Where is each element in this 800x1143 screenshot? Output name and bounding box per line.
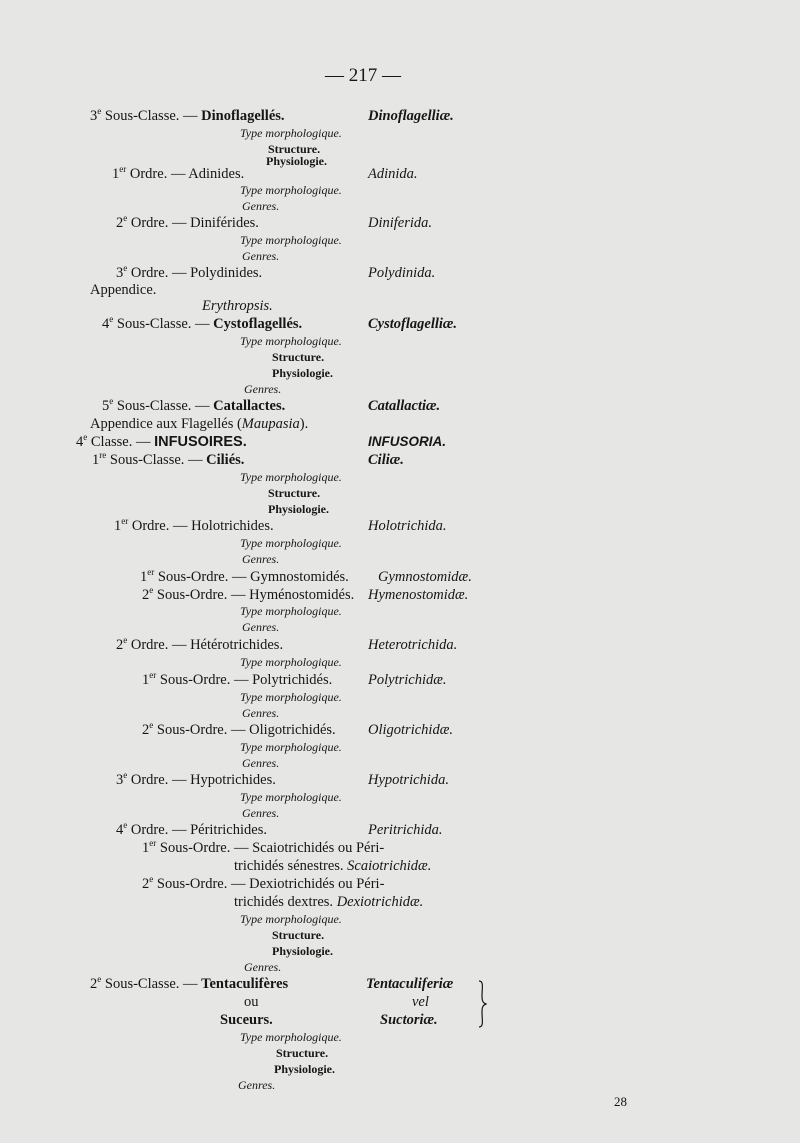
heading-subclass: 2e Sous-Classe. — Tentaculifères [90, 974, 289, 992]
heading-suborder: 1er Sous-Ordre. — Gymnostomidés. [140, 567, 349, 585]
entry-text: Type morphologique. [240, 126, 342, 140]
entry-text: Genres. [242, 806, 280, 820]
heading-order: 2e Ordre. — Diniférides. [116, 213, 259, 231]
entry-text: Structure. [276, 1046, 329, 1060]
heading-class: 4e Classe. — INFUSOIRES. [76, 432, 247, 450]
entry-text: Physiologie. [272, 366, 334, 380]
latin-name: vel [412, 994, 429, 1010]
latin-name: Peritrichida. [368, 822, 443, 838]
entry-text: Genres. [238, 1078, 276, 1092]
latin-name: Dinoflagelliæ. [368, 108, 454, 124]
entry-text: Physiologie. [268, 502, 330, 516]
signature-mark: 28 [614, 1094, 627, 1109]
latin-name: Gymnostomidæ. [378, 569, 472, 585]
entry-text: Genres. [244, 960, 282, 974]
page-number: — 217 — [325, 65, 401, 86]
heading-suborder: 2e Sous-Ordre. — Oligotrichidés. [142, 720, 336, 738]
heading-order: 4e Ordre. — Péritrichides. [116, 820, 267, 838]
heading-order: 1er Ordre. — Adinides. [112, 164, 245, 182]
latin-name: Diniferida. [368, 215, 433, 231]
heading-suborder: 2e Sous-Ordre. — Hyménostomidés. [142, 585, 355, 603]
entry-text: Physiologie. [266, 154, 328, 168]
entry-text: Structure. [268, 142, 321, 156]
latin-name: Polydinida. [368, 265, 436, 281]
heading-order: 3e Ordre. — Polydinides. [116, 263, 263, 281]
entry-text: Type morphologique. [240, 183, 342, 197]
curly-brace-icon [477, 980, 487, 1028]
latin-name: Cystoflagelliæ. [368, 316, 458, 332]
latin-name: Polytrichidæ. [368, 672, 447, 688]
entry-text: Genres. [244, 382, 282, 396]
entry-text: Appendice aux Flagellés (Maupasia). [90, 416, 309, 432]
entry-text: Type morphologique. [240, 233, 342, 247]
entry-text: Structure. [268, 486, 321, 500]
entry-text: Genres. [242, 706, 280, 720]
latin-name: Heterotrichida. [368, 637, 458, 653]
entry-text: Physiologie. [274, 1062, 336, 1076]
entry-text: Suceurs. [220, 1012, 273, 1028]
heading-suborder: 2e Sous-Ordre. — Dexiotrichidés ou Péri- [142, 874, 385, 892]
heading-suborder: 1er Sous-Ordre. — Polytrichidés. [142, 670, 333, 688]
latin-name: Hymenostomidæ. [368, 587, 469, 603]
entry-text: Structure. [272, 928, 325, 942]
latin-name: Ciliæ. [368, 452, 404, 468]
latin-name: INFUSORIA. [368, 434, 447, 449]
entry-text: Genres. [242, 249, 280, 263]
entry-text: Genres. [242, 756, 280, 770]
heading-subclass: 5e Sous-Classe. — Catallactes. [102, 396, 286, 414]
entry-text: Physiologie. [272, 944, 334, 958]
latin-name: Suctoriæ. [380, 1012, 438, 1028]
entry-text: Type morphologique. [240, 604, 342, 618]
entry-text: Type morphologique. [240, 690, 342, 704]
entry-text: Type morphologique. [240, 536, 342, 550]
entry-text: Genres. [242, 620, 280, 634]
entry-text: Genres. [242, 552, 280, 566]
entry-text: trichidés dextres. Dexiotrichidæ. [234, 894, 424, 910]
entry-text: Type morphologique. [240, 1030, 342, 1044]
heading-subclass: 1re Sous-Classe. — Ciliés. [92, 450, 245, 468]
heading-order: 1er Ordre. — Holotrichides. [114, 516, 274, 534]
heading-subclass: 3e Sous-Classe. — Dinoflagellés. [90, 106, 285, 124]
entry-text: Structure. [272, 350, 325, 364]
entry-text: Genres. [242, 199, 280, 213]
entry-text: Erythropsis. [202, 298, 273, 314]
entry-text: Type morphologique. [240, 790, 342, 804]
heading-order: 3e Ordre. — Hypotrichides. [116, 770, 276, 788]
entry-text: Type morphologique. [240, 740, 342, 754]
latin-name: Tentaculiferiæ [366, 976, 454, 992]
entry-text: Type morphologique. [240, 655, 342, 669]
latin-name: Catallactiæ. [368, 398, 441, 414]
latin-name: Oligotrichidæ. [368, 722, 453, 738]
latin-name: Hypotrichida. [368, 772, 449, 788]
entry-text: ou [244, 994, 259, 1010]
entry-text: Type morphologique. [240, 334, 342, 348]
latin-name: Adinida. [368, 166, 418, 182]
heading-order: 2e Ordre. — Hétérotrichides. [116, 635, 284, 653]
heading-subclass: 4e Sous-Classe. — Cystoflagellés. [102, 314, 303, 332]
entry-text: Appendice. [90, 282, 157, 298]
entry-text: Type morphologique. [240, 470, 342, 484]
entry-text: Type morphologique. [240, 912, 342, 926]
latin-name: Holotrichida. [368, 518, 447, 534]
entry-text: trichidés sénestres. Scaiotrichidæ. [234, 858, 432, 874]
heading-suborder: 1er Sous-Ordre. — Scaiotrichidés ou Péri- [142, 838, 385, 856]
